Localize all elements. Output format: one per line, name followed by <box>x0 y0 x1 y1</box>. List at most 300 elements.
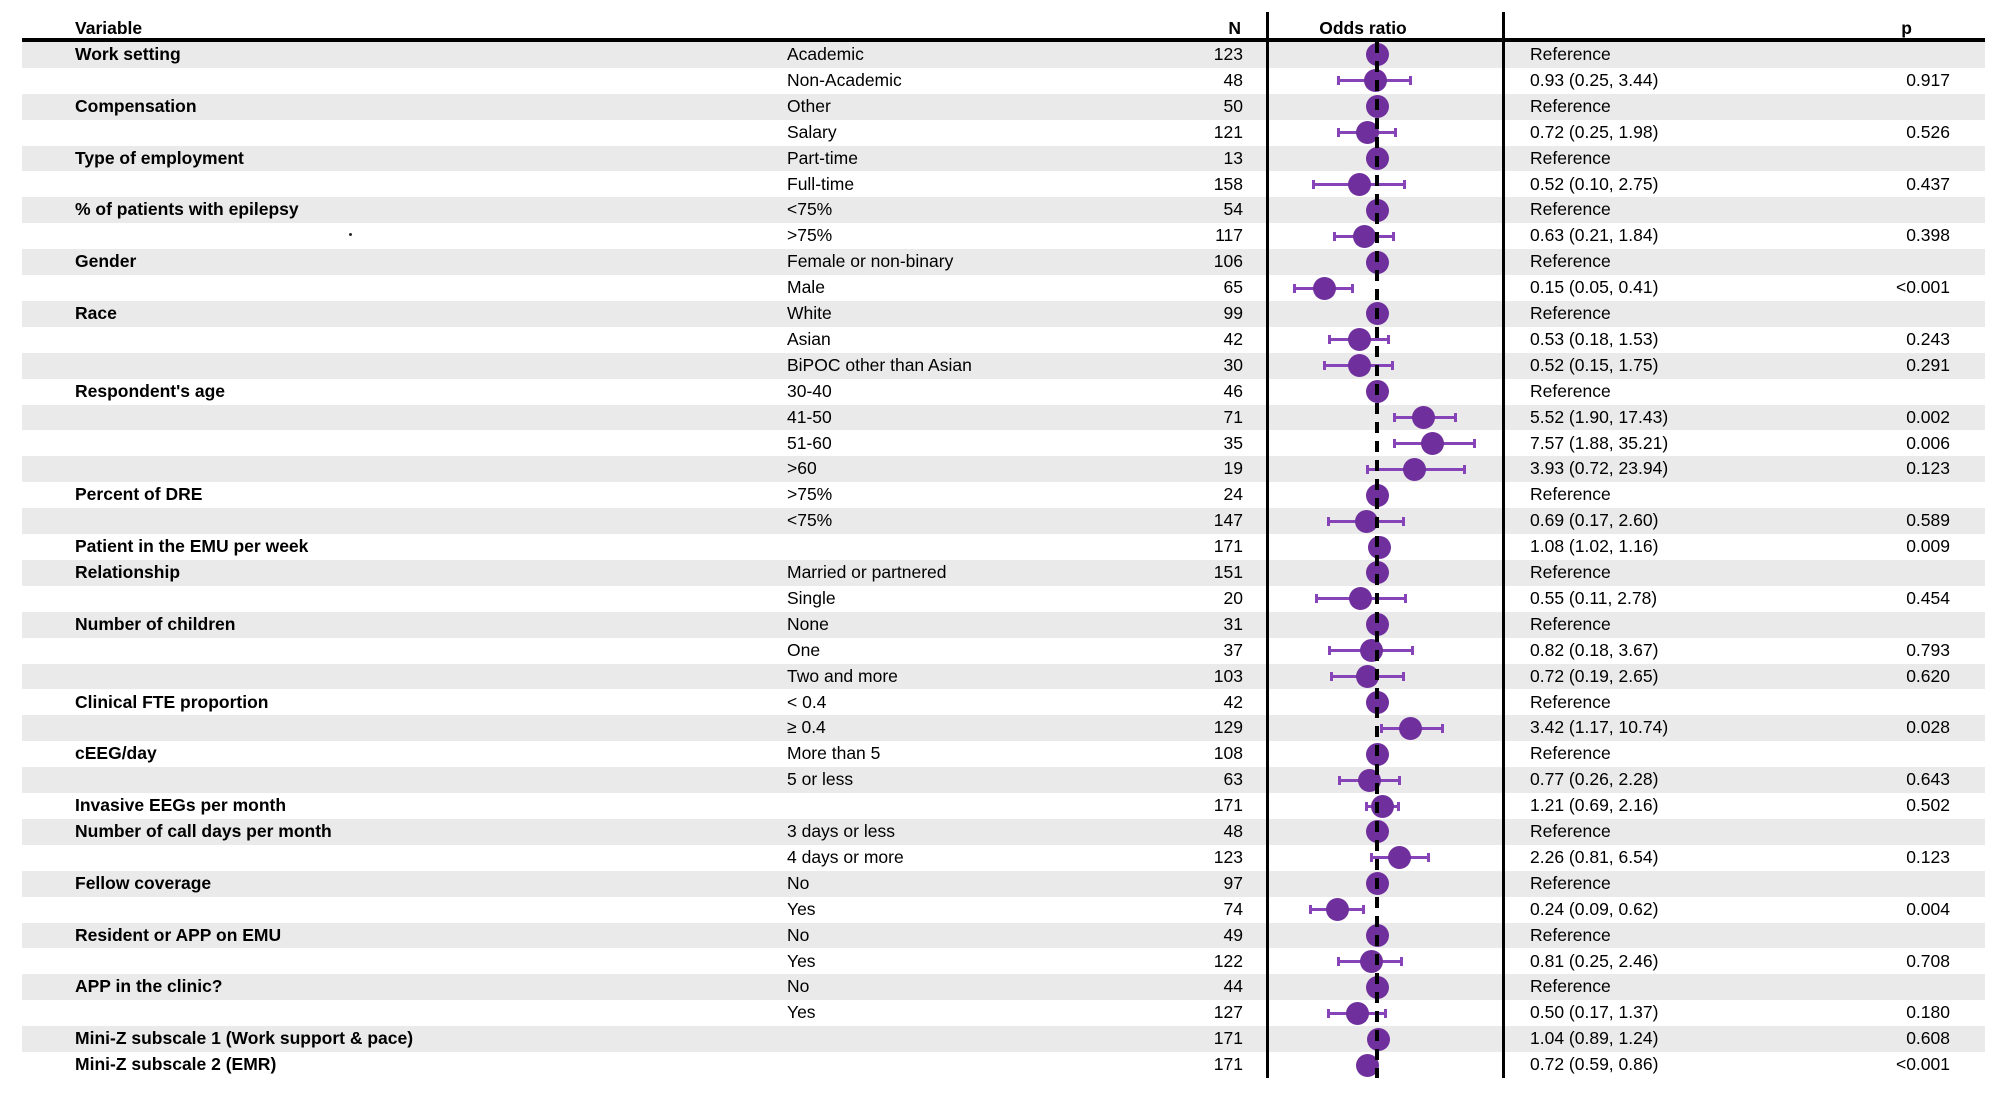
confidence-interval-cap <box>1454 413 1457 422</box>
odds-ratio-plot-cell <box>1267 405 1503 431</box>
category-label: 5 or less <box>787 769 854 790</box>
n-value: 71 <box>1223 406 1243 427</box>
table-row <box>22 456 1985 482</box>
table-row <box>22 793 1985 819</box>
category-label: <75% <box>787 199 833 220</box>
confidence-interval-cap <box>1392 232 1395 241</box>
table-row <box>22 353 1985 379</box>
odds-ratio-ci-label: 0.52 (0.15, 1.75) <box>1530 354 1659 375</box>
table-row <box>22 664 1985 690</box>
p-value: 0.793 <box>1906 639 1950 660</box>
p-value: 0.502 <box>1906 795 1950 816</box>
category-label: 30-40 <box>787 380 832 401</box>
odds-ratio-ci-label: 1.21 (0.69, 2.16) <box>1530 795 1659 816</box>
table-row <box>22 482 1985 508</box>
odds-ratio-ci-label: 3.93 (0.72, 23.94) <box>1530 458 1669 479</box>
table-row <box>22 275 1985 301</box>
table-row <box>22 612 1985 638</box>
category-label: Part-time <box>787 147 858 168</box>
variable-label: Compensation <box>75 95 197 116</box>
confidence-interval-cap <box>1312 180 1315 189</box>
p-value: 0.009 <box>1906 536 1950 557</box>
odds-ratio-marker <box>1360 639 1383 662</box>
n-value: 127 <box>1213 1002 1243 1023</box>
table-row <box>22 405 1985 431</box>
n-value: 46 <box>1223 380 1243 401</box>
odds-ratio-marker <box>1349 587 1372 610</box>
n-value: 42 <box>1223 691 1243 712</box>
confidence-interval-cap <box>1403 180 1406 189</box>
odds-ratio-ci-label: Reference <box>1530 613 1611 634</box>
odds-ratio-ci-label: 0.53 (0.18, 1.53) <box>1530 328 1659 349</box>
odds-ratio-plot-cell <box>1267 897 1503 923</box>
odds-ratio-marker <box>1421 432 1444 455</box>
table-row <box>22 431 1985 457</box>
confidence-interval-cap <box>1400 957 1403 966</box>
n-value: 44 <box>1223 976 1243 997</box>
table-row <box>22 949 1985 975</box>
category-label: BiPOC other than Asian <box>787 354 972 375</box>
odds-ratio-plot-cell <box>1267 482 1503 508</box>
odds-ratio-marker <box>1360 950 1383 973</box>
category-label: None <box>787 613 829 634</box>
n-value: 50 <box>1223 95 1243 116</box>
odds-ratio-plot-cell <box>1267 715 1503 741</box>
odds-ratio-plot-cell <box>1267 172 1503 198</box>
category-label: Male <box>787 277 825 298</box>
n-value: 171 <box>1213 536 1243 557</box>
table-row <box>22 741 1985 767</box>
column-header-odds-ratio: Odds ratio <box>1319 18 1407 38</box>
odds-ratio-marker <box>1346 1002 1369 1025</box>
odds-ratio-plot-cell <box>1267 197 1503 223</box>
confidence-interval-cap <box>1409 76 1412 85</box>
odds-ratio-ci-label: Reference <box>1530 147 1611 168</box>
category-label: Academic <box>787 44 864 64</box>
odds-ratio-plot-cell <box>1267 94 1503 120</box>
confidence-interval-cap <box>1309 905 1312 914</box>
table-row <box>22 974 1985 1000</box>
category-label: White <box>787 303 832 323</box>
category-label: Yes <box>787 950 816 971</box>
table-row <box>22 1026 1985 1052</box>
table-row <box>22 379 1985 405</box>
n-value: 129 <box>1213 717 1243 738</box>
p-value: 0.123 <box>1906 846 1950 867</box>
variable-label: Mini-Z subscale 1 (Work support & pace) <box>75 1028 414 1049</box>
odds-ratio-ci-label: Reference <box>1530 380 1611 401</box>
odds-ratio-ci-label: Reference <box>1530 303 1611 323</box>
n-value: 13 <box>1223 147 1243 168</box>
variable-label: Gender <box>75 251 137 272</box>
odds-ratio-plot-cell <box>1267 612 1503 638</box>
odds-ratio-plot-cell <box>1267 586 1503 612</box>
p-value: <0.001 <box>1895 277 1950 298</box>
variable-label: Relationship <box>75 562 181 582</box>
n-value: 48 <box>1223 821 1243 841</box>
table-row <box>22 120 1985 146</box>
odds-ratio-ci-label: Reference <box>1530 872 1611 893</box>
n-value: 123 <box>1213 44 1243 64</box>
n-value: 171 <box>1213 795 1243 816</box>
variable-label: Fellow coverage <box>75 872 212 893</box>
variable-label: Clinical FTE proportion <box>75 691 269 712</box>
category-label: Female or non-binary <box>787 251 954 272</box>
table-row <box>22 586 1985 612</box>
odds-ratio-ci-label: 0.52 (0.10, 2.75) <box>1530 173 1659 194</box>
odds-ratio-marker <box>1348 328 1371 351</box>
variable-label: Invasive EEGs per month <box>75 795 287 816</box>
table-row <box>22 897 1985 923</box>
n-value: 49 <box>1223 924 1243 945</box>
category-label: One <box>787 639 821 660</box>
odds-ratio-plot-cell <box>1267 560 1503 586</box>
confidence-interval-cap <box>1362 905 1365 914</box>
n-value: 171 <box>1213 1054 1243 1075</box>
confidence-interval-cap <box>1473 439 1476 448</box>
odds-ratio-marker <box>1388 846 1411 869</box>
p-value: 0.398 <box>1906 225 1950 246</box>
odds-ratio-ci-label: Reference <box>1530 924 1611 945</box>
confidence-interval-cap <box>1397 802 1400 811</box>
category-label: Yes <box>787 898 816 919</box>
variable-label: Respondent's age <box>75 380 226 401</box>
n-value: 31 <box>1223 613 1243 634</box>
category-label: No <box>787 872 810 893</box>
variable-label: Race <box>75 303 117 323</box>
confidence-interval-cap <box>1351 284 1354 293</box>
confidence-interval-cap <box>1327 1009 1330 1018</box>
p-value: 0.291 <box>1906 354 1950 375</box>
column-header-n: N <box>1228 18 1241 38</box>
odds-ratio-plot-cell <box>1267 456 1503 482</box>
n-value: 20 <box>1223 587 1243 608</box>
variable-label: Resident or APP on EMU <box>75 924 282 945</box>
confidence-interval-cap <box>1387 335 1390 344</box>
n-value: 147 <box>1213 510 1243 531</box>
confidence-interval-cap <box>1330 672 1333 681</box>
category-label: Two and more <box>787 665 898 686</box>
confidence-interval-cap <box>1380 724 1383 733</box>
column-header-p: p <box>1901 18 1912 38</box>
table-row <box>22 301 1985 327</box>
confidence-interval-cap <box>1404 594 1407 603</box>
odds-ratio-ci-label: 3.42 (1.17, 10.74) <box>1530 717 1669 738</box>
odds-ratio-plot-cell <box>1267 275 1503 301</box>
confidence-interval-cap <box>1393 413 1396 422</box>
odds-ratio-ci-label: Reference <box>1530 562 1611 582</box>
p-value: 0.454 <box>1906 587 1950 608</box>
odds-ratio-ci-label: Reference <box>1530 484 1611 505</box>
variable-label: cEEG/day <box>75 743 157 764</box>
stray-dot-artifact <box>349 233 352 236</box>
n-value: 108 <box>1213 743 1243 764</box>
odds-ratio-plot-cell <box>1267 664 1503 690</box>
odds-ratio-marker <box>1348 173 1371 196</box>
variable-label: Mini-Z subscale 2 (EMR) <box>75 1054 277 1075</box>
confidence-interval-cap <box>1370 853 1373 862</box>
n-value: 37 <box>1223 639 1243 660</box>
odds-ratio-plot-cell <box>1267 974 1503 1000</box>
odds-ratio-marker <box>1412 406 1435 429</box>
p-value: 0.620 <box>1906 665 1950 686</box>
odds-ratio-plot-cell <box>1267 871 1503 897</box>
odds-ratio-plot-cell <box>1267 379 1503 405</box>
odds-ratio-plot-cell <box>1267 534 1503 560</box>
table-row <box>22 1052 1985 1078</box>
n-value: 151 <box>1213 562 1243 582</box>
p-value: 0.028 <box>1906 717 1950 738</box>
odds-ratio-plot-cell <box>1267 819 1503 845</box>
table-row <box>22 146 1985 172</box>
table-row <box>22 534 1985 560</box>
odds-ratio-plot-cell <box>1267 845 1503 871</box>
p-value: 0.006 <box>1906 432 1950 453</box>
category-label: Full-time <box>787 173 855 194</box>
n-value: 171 <box>1213 1028 1243 1049</box>
odds-ratio-marker <box>1368 536 1391 559</box>
category-label: <75% <box>787 510 833 531</box>
n-value: 106 <box>1213 251 1243 272</box>
variable-label: APP in the clinic? <box>75 976 223 997</box>
odds-ratio-plot-cell <box>1267 146 1503 172</box>
n-value: 48 <box>1223 69 1243 90</box>
table-row <box>22 690 1985 716</box>
n-value: 65 <box>1223 277 1243 298</box>
confidence-interval-cap <box>1328 335 1331 344</box>
odds-ratio-ci-label: 0.63 (0.21, 1.84) <box>1530 225 1659 246</box>
table-row <box>22 923 1985 949</box>
category-label: >75% <box>787 484 833 505</box>
odds-ratio-ci-label: 0.82 (0.18, 3.67) <box>1530 639 1659 660</box>
odds-ratio-ci-label: 0.72 (0.19, 2.65) <box>1530 665 1659 686</box>
p-value: 0.708 <box>1906 950 1950 971</box>
category-label: Yes <box>787 1002 816 1023</box>
variable-label: Percent of DRE <box>75 484 203 505</box>
p-value: 0.917 <box>1906 69 1950 90</box>
odds-ratio-plot-cell <box>1267 1000 1503 1026</box>
category-label: Asian <box>787 328 831 349</box>
odds-ratio-plot-cell <box>1267 42 1503 68</box>
variable-label: Work setting <box>75 44 181 64</box>
variable-label: Number of children <box>75 613 236 634</box>
column-header-variable: Variable <box>75 18 143 38</box>
odds-ratio-ci-label: 0.72 (0.59, 0.86) <box>1530 1054 1659 1075</box>
confidence-interval-cap <box>1338 776 1341 785</box>
confidence-interval-cap <box>1391 361 1394 370</box>
odds-ratio-marker <box>1348 354 1371 377</box>
p-value: 0.180 <box>1906 1002 1950 1023</box>
table-row <box>22 42 1985 68</box>
odds-ratio-ci-label: 2.26 (0.81, 6.54) <box>1530 846 1659 867</box>
category-label: Non-Academic <box>787 69 902 90</box>
category-label: >60 <box>787 458 817 479</box>
odds-ratio-plot-cell <box>1267 327 1503 353</box>
n-value: 122 <box>1213 950 1243 971</box>
p-value: 0.243 <box>1906 328 1950 349</box>
table-row <box>22 68 1985 94</box>
confidence-interval-cap <box>1411 646 1414 655</box>
odds-ratio-ci-label: Reference <box>1530 691 1611 712</box>
n-value: 35 <box>1223 432 1243 453</box>
p-value: 0.526 <box>1906 121 1950 142</box>
table-row <box>22 819 1985 845</box>
category-label: 41-50 <box>787 406 832 427</box>
category-label: No <box>787 924 810 945</box>
odds-ratio-plot-cell <box>1267 249 1503 275</box>
confidence-interval-cap <box>1441 724 1444 733</box>
n-value: 19 <box>1223 458 1243 479</box>
category-label: No <box>787 976 810 997</box>
table-row <box>22 638 1985 664</box>
odds-ratio-plot-cell <box>1267 68 1503 94</box>
category-label: Married or partnered <box>787 562 947 582</box>
n-value: 103 <box>1213 665 1243 686</box>
plot-left-axis-line <box>1266 12 1269 1078</box>
variable-label: Patient in the EMU per week <box>75 536 309 557</box>
plot-right-axis-line <box>1502 12 1505 1078</box>
table-row <box>22 327 1985 353</box>
odds-ratio-ci-label: 0.24 (0.09, 0.62) <box>1530 898 1659 919</box>
n-value: 42 <box>1223 328 1243 349</box>
category-label: 3 days or less <box>787 821 895 841</box>
odds-ratio-marker <box>1353 225 1376 248</box>
odds-ratio-plot-cell <box>1267 431 1503 457</box>
odds-ratio-marker <box>1313 277 1336 300</box>
confidence-interval-cap <box>1327 517 1330 526</box>
table-row <box>22 172 1985 198</box>
odds-ratio-ci-label: Reference <box>1530 95 1611 116</box>
confidence-interval-cap <box>1328 646 1331 655</box>
table-row <box>22 223 1985 249</box>
category-label: 4 days or more <box>787 846 904 867</box>
odds-ratio-ci-label: 0.77 (0.26, 2.28) <box>1530 769 1659 790</box>
n-value: 117 <box>1215 225 1243 246</box>
table-row <box>22 767 1985 793</box>
category-label: ≥ 0.4 <box>787 717 826 738</box>
confidence-interval-cap <box>1402 517 1405 526</box>
odds-ratio-ci-label: 1.04 (0.89, 1.24) <box>1530 1028 1659 1049</box>
odds-ratio-ci-label: 0.69 (0.17, 2.60) <box>1530 510 1659 531</box>
confidence-interval-cap <box>1337 957 1340 966</box>
odds-ratio-ci-label: Reference <box>1530 976 1611 997</box>
confidence-interval-cap <box>1427 853 1430 862</box>
odds-ratio-plot-cell <box>1267 638 1503 664</box>
n-value: 30 <box>1223 354 1243 375</box>
odds-ratio-ci-label: Reference <box>1530 251 1611 272</box>
category-label: More than 5 <box>787 743 881 764</box>
p-value: 0.123 <box>1906 458 1950 479</box>
n-value: 123 <box>1213 846 1243 867</box>
p-value: 0.643 <box>1906 769 1950 790</box>
confidence-interval-cap <box>1323 361 1326 370</box>
odds-ratio-1-dashed-reference-line <box>1375 42 1379 1078</box>
variable-label: Number of call days per month <box>75 821 332 841</box>
odds-ratio-ci-label: 7.57 (1.88, 35.21) <box>1530 432 1669 453</box>
odds-ratio-ci-label: Reference <box>1530 743 1611 764</box>
n-value: 63 <box>1223 769 1243 790</box>
table-row <box>22 1000 1985 1026</box>
odds-ratio-plot-cell <box>1267 741 1503 767</box>
confidence-interval-cap <box>1394 128 1397 137</box>
p-value: 0.004 <box>1906 898 1950 919</box>
category-label: >75% <box>787 225 833 246</box>
table-row <box>22 715 1985 741</box>
confidence-interval-cap <box>1366 465 1369 474</box>
confidence-interval-cap <box>1315 594 1318 603</box>
odds-ratio-plot-cell <box>1267 793 1503 819</box>
p-value: 0.002 <box>1906 406 1950 427</box>
confidence-interval-cap <box>1293 284 1296 293</box>
n-value: 99 <box>1223 303 1243 323</box>
p-value: 0.589 <box>1906 510 1950 531</box>
confidence-interval-cap <box>1393 439 1396 448</box>
confidence-interval-cap <box>1337 128 1340 137</box>
odds-ratio-plot-cell <box>1267 949 1503 975</box>
odds-ratio-ci-label: 0.72 (0.25, 1.98) <box>1530 121 1659 142</box>
odds-ratio-ci-label: 0.50 (0.17, 1.37) <box>1530 1002 1659 1023</box>
odds-ratio-plot-cell <box>1267 353 1503 379</box>
table-row <box>22 871 1985 897</box>
n-value: 97 <box>1223 872 1243 893</box>
n-value: 54 <box>1223 199 1243 220</box>
table-row <box>22 508 1985 534</box>
p-value: 0.437 <box>1906 173 1950 194</box>
odds-ratio-plot-cell <box>1267 1026 1503 1052</box>
odds-ratio-plot-cell <box>1267 120 1503 146</box>
variable-label: % of patients with epilepsy <box>75 199 299 220</box>
confidence-interval-cap <box>1333 232 1336 241</box>
table-row <box>22 560 1985 586</box>
confidence-interval-cap <box>1398 776 1401 785</box>
odds-ratio-ci-label: Reference <box>1530 199 1611 220</box>
table-row <box>22 845 1985 871</box>
odds-ratio-plot-cell <box>1267 508 1503 534</box>
category-label: Other <box>787 95 831 116</box>
odds-ratio-ci-label: 0.15 (0.05, 0.41) <box>1530 277 1659 298</box>
odds-ratio-ci-label: 0.93 (0.25, 3.44) <box>1530 69 1659 90</box>
n-value: 24 <box>1223 484 1243 505</box>
odds-ratio-ci-label: 0.81 (0.25, 2.46) <box>1530 950 1659 971</box>
odds-ratio-plot-cell <box>1267 690 1503 716</box>
n-value: 158 <box>1213 173 1243 194</box>
table-row <box>22 94 1985 120</box>
confidence-interval-cap <box>1463 465 1466 474</box>
n-value: 121 <box>1213 121 1243 142</box>
table-row <box>22 197 1985 223</box>
odds-ratio-ci-label: Reference <box>1530 44 1611 64</box>
confidence-interval-cap <box>1384 1009 1387 1018</box>
odds-ratio-ci-label: 5.52 (1.90, 17.43) <box>1530 406 1669 427</box>
odds-ratio-plot-cell <box>1267 923 1503 949</box>
confidence-interval-cap <box>1365 802 1368 811</box>
p-value: 0.608 <box>1906 1028 1950 1049</box>
confidence-interval-cap <box>1402 672 1405 681</box>
odds-ratio-ci-label: Reference <box>1530 821 1611 841</box>
category-label: < 0.4 <box>787 691 827 712</box>
odds-ratio-plot-cell <box>1267 223 1503 249</box>
odds-ratio-ci-label: 1.08 (1.02, 1.16) <box>1530 536 1659 557</box>
variable-label: Type of employment <box>75 147 244 168</box>
category-label: 51-60 <box>787 432 832 453</box>
odds-ratio-plot-cell <box>1267 1052 1503 1078</box>
confidence-interval-cap <box>1337 76 1340 85</box>
odds-ratio-plot-cell <box>1267 767 1503 793</box>
odds-ratio-ci-label: 0.55 (0.11, 2.78) <box>1530 587 1658 608</box>
category-label: Single <box>787 587 836 608</box>
odds-ratio-plot-cell <box>1267 301 1503 327</box>
odds-ratio-marker <box>1326 898 1349 921</box>
